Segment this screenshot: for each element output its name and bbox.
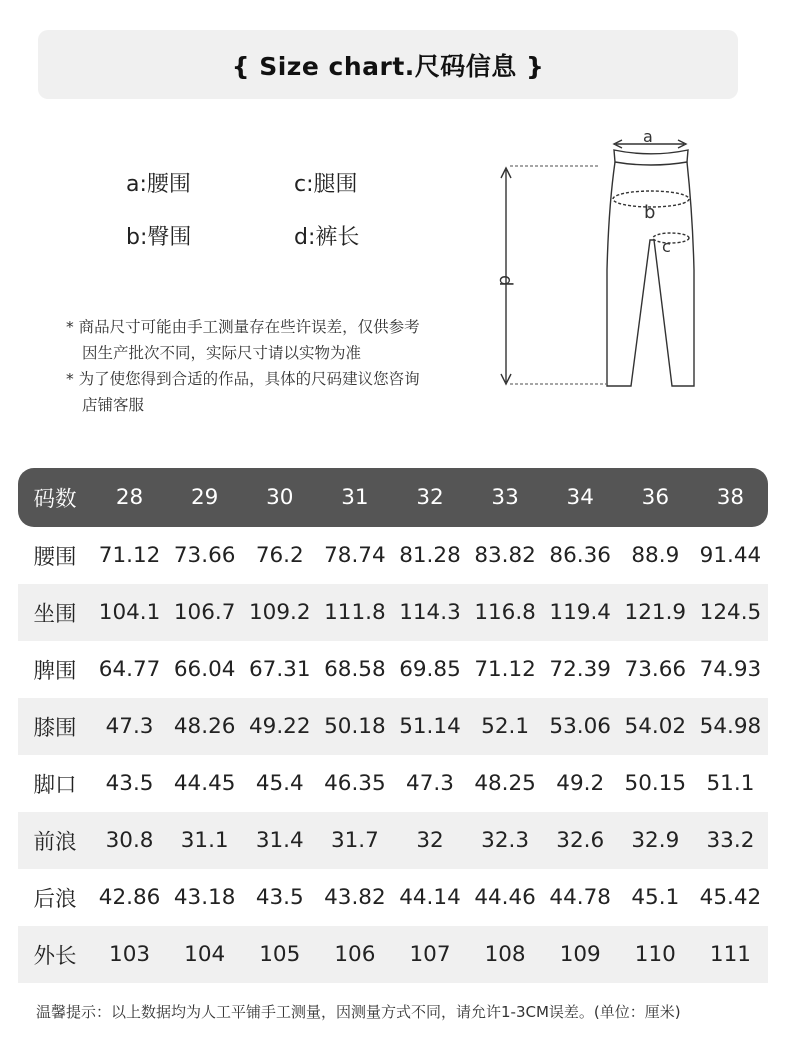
table-cell: 73.66 [624, 657, 687, 682]
table-row [18, 812, 768, 869]
table-cell: 103 [92, 926, 167, 983]
table-cell: 86.36 [549, 543, 611, 568]
table-cell: 69.85 [399, 657, 461, 682]
pants-diagram [488, 120, 728, 400]
table-cell: 49.2 [556, 771, 605, 796]
legend-hip: b:臀围 [126, 225, 192, 250]
table-cell: 111.8 [317, 584, 392, 641]
table-cell: 64.77 [98, 657, 161, 682]
table-cell: 74.93 [699, 657, 762, 682]
row-label: 腰围 [33, 545, 77, 570]
table-cell: 47.3 [406, 771, 454, 796]
diagram-label-b: b [644, 202, 656, 223]
table-cell: 45.4 [255, 771, 304, 796]
table-cell: 116.8 [468, 584, 543, 641]
header-cell: 28 [92, 468, 167, 527]
table-cell: 105 [242, 926, 317, 983]
table-cell: 32.3 [468, 812, 543, 869]
table-header-row [18, 468, 768, 527]
table-cell: 52.1 [468, 698, 543, 755]
table-cell: 107 [392, 926, 467, 983]
table-cell: 31.7 [317, 812, 392, 869]
table-cell: 110 [618, 926, 693, 983]
table-cell: 50.18 [317, 698, 392, 755]
row-label: 后浪 [33, 887, 77, 912]
table-cell: 30.8 [92, 812, 167, 869]
legend-length: d:裤长 [294, 225, 360, 250]
table-cell: 53.06 [543, 698, 618, 755]
row-label: 膝围 [18, 698, 92, 755]
table-cell: 54.02 [618, 698, 693, 755]
table-row [18, 584, 768, 641]
table-cell: 73.66 [173, 543, 236, 568]
table-cell: 88.9 [631, 543, 680, 568]
row-label: 坐围 [18, 584, 92, 641]
row-label: 脾围 [33, 659, 77, 684]
header-cell: 32 [392, 468, 467, 527]
table-cell: 106.7 [167, 584, 242, 641]
header-cell: 30 [242, 468, 317, 527]
size-notes [66, 314, 486, 418]
table-cell: 47.3 [92, 698, 167, 755]
table-cell: 49.22 [242, 698, 317, 755]
table-cell: 114.3 [392, 584, 467, 641]
size-table [18, 468, 768, 983]
table-cell: 43.18 [173, 885, 236, 910]
table-cell: 31.1 [167, 812, 242, 869]
table-cell: 45.42 [699, 885, 762, 910]
table-cell: 121.9 [618, 584, 693, 641]
footer-tip: 温馨提示：以上数据均为人工平铺手工测量，因测量方式不同，请允许1-3CM误差。(单位：厘米) [36, 1003, 681, 1021]
table-row [18, 869, 768, 926]
table-row [18, 755, 768, 812]
table-cell: 44.45 [173, 771, 236, 796]
note-line: 店铺客服 [82, 396, 145, 414]
table-row [18, 698, 768, 755]
row-label: 脚口 [33, 773, 77, 798]
table-cell: 45.1 [631, 885, 680, 910]
row-label: 前浪 [18, 812, 92, 869]
table-cell: 83.82 [474, 543, 536, 568]
diagram-label-d: d [495, 275, 516, 287]
diagram-label-a: a [643, 127, 653, 146]
table-cell: 48.26 [167, 698, 242, 755]
header-cell: 34 [543, 468, 618, 527]
title-bar [38, 30, 738, 99]
table-cell: 33.2 [693, 812, 768, 869]
legend-waist: a:腰围 [126, 172, 191, 197]
row-label: 外长 [18, 926, 92, 983]
table-cell: 72.39 [549, 657, 611, 682]
table-cell: 32 [392, 812, 467, 869]
table-cell: 51.1 [706, 771, 755, 796]
header-cell: 33 [468, 468, 543, 527]
table-cell: 43.5 [105, 771, 154, 796]
table-cell: 81.28 [399, 543, 461, 568]
table-row [18, 641, 768, 698]
diagram-label-c: c [662, 237, 671, 256]
table-cell: 67.31 [248, 657, 311, 682]
table-cell: 66.04 [173, 657, 236, 682]
header-cell: 29 [167, 468, 242, 527]
header-cell: 38 [693, 468, 768, 527]
table-cell: 78.74 [324, 543, 386, 568]
table-cell: 76.2 [255, 543, 304, 568]
table-cell: 71.12 [98, 543, 161, 568]
header-cell: 36 [618, 468, 693, 527]
note-line: * 为了使您得到合适的作品，具体的尺码建议您咨询 [66, 370, 420, 388]
table-cell: 43.82 [324, 885, 386, 910]
table-cell: 43.5 [255, 885, 304, 910]
table-cell: 109 [543, 926, 618, 983]
table-cell: 48.25 [474, 771, 536, 796]
table-cell: 124.5 [693, 584, 768, 641]
table-cell: 31.4 [242, 812, 317, 869]
table-cell: 109.2 [242, 584, 317, 641]
table-row [18, 926, 768, 983]
table-cell: 104 [167, 926, 242, 983]
table-cell: 51.14 [392, 698, 467, 755]
table-cell: 104.1 [92, 584, 167, 641]
note-line: 因生产批次不同，实际尺寸请以实物为准 [82, 344, 362, 362]
table-cell: 44.14 [399, 885, 461, 910]
table-cell: 91.44 [699, 543, 762, 568]
header-cell: 31 [317, 468, 392, 527]
table-cell: 106 [317, 926, 392, 983]
table-cell: 46.35 [324, 771, 386, 796]
table-cell: 119.4 [543, 584, 618, 641]
legend-thigh: c:腿围 [294, 172, 358, 197]
page-title: { Size chart.尺码信息 } [231, 51, 545, 81]
table-cell: 71.12 [474, 657, 536, 682]
table-cell: 68.58 [324, 657, 386, 682]
table-cell: 108 [468, 926, 543, 983]
table-cell: 32.6 [543, 812, 618, 869]
table-row [18, 527, 768, 584]
header-cell: 码数 [18, 468, 92, 527]
table-cell: 44.46 [474, 885, 536, 910]
table-cell: 32.9 [618, 812, 693, 869]
table-cell: 44.78 [549, 885, 611, 910]
table-cell: 42.86 [98, 885, 161, 910]
table-cell: 111 [693, 926, 768, 983]
table-cell: 50.15 [624, 771, 687, 796]
note-line: * 商品尺寸可能由手工测量存在些许误差，仅供参考 [66, 318, 420, 336]
table-cell: 54.98 [693, 698, 768, 755]
